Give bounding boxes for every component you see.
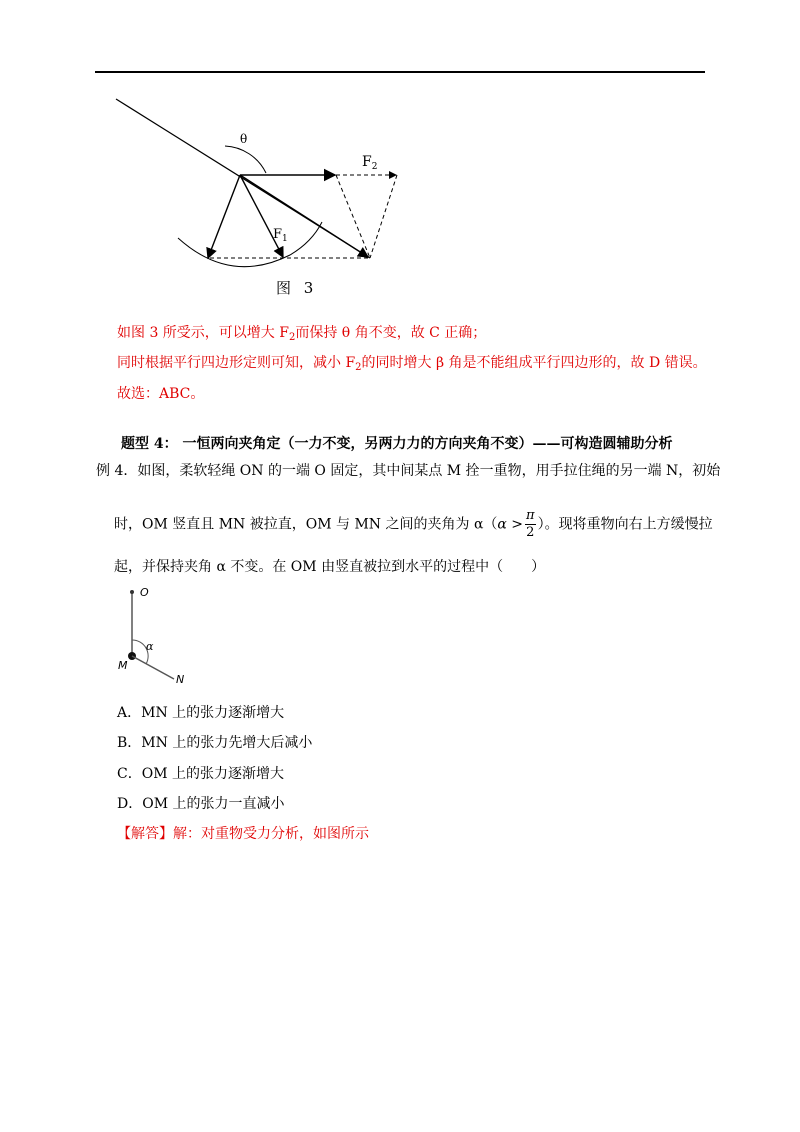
f1-label: $F_1$ <box>273 227 288 244</box>
theta-arc <box>225 146 266 173</box>
option-b: B．MN 上的张力先增大后减小 <box>117 735 313 751</box>
label-m: M <box>118 659 128 672</box>
f1-arrow-mid <box>240 175 283 257</box>
explanation-line-2: 同时根据平行四边形定则可知，减小 $F_2$的同时增大 β 角是不能组成平行四边形的，故 D 错误。 <box>117 355 707 373</box>
label-alpha: α <box>146 640 154 653</box>
example4-line-2: 时，OM 竖直且 MN 被拉直，OM 与 MN 之间的夹角为 α（α > $\frac{\pi}{2}$ ）。现将重物向右上方缓慢拉 <box>114 508 713 540</box>
f1-arrow-left <box>208 175 240 258</box>
theta-label: θ <box>240 132 248 146</box>
example4-line-1: 例 4．如图，柔软轻绳 ON 的一端 O 固定，其中间某点 M 拴一重物，用手拉住绳的另一端 N，初始 <box>96 463 721 479</box>
label-o: O <box>140 586 149 599</box>
explanation-line-1: 如图 3 所受示，可以增大 $F_2$而保持 θ 角不变，故 C 正确； <box>117 325 487 343</box>
dashed-side-2 <box>370 175 397 258</box>
header-rule <box>95 71 705 73</box>
figure-3-caption: 图 3 <box>276 279 318 297</box>
label-n: N <box>176 673 185 686</box>
explanation-line-3: 故选：ABC。 <box>117 386 205 402</box>
f2-label: $F_2$ <box>362 154 378 172</box>
rope-mn <box>132 656 174 679</box>
example4-line-3: 起，并保持夹角 α 不变。在 OM 由竖直被拉到水平的过程中（ ） <box>114 559 546 575</box>
point-o <box>130 590 134 594</box>
answer-label: 【解答】 <box>117 826 173 842</box>
option-a: A．MN 上的张力逐渐增大 <box>117 705 285 721</box>
figure-3-diagram <box>100 90 420 270</box>
answer-line: 【解答】解：对重物受力分析，如图所示 <box>117 826 369 842</box>
figure-4-diagram <box>110 582 210 692</box>
section-heading: 题型 4： 一恒两向夹角定（一力不变，另两力力的方向夹角不变）——可构造圆辅助分析 <box>121 436 673 452</box>
option-c: C．OM 上的张力逐渐增大 <box>117 766 284 782</box>
pi-over-2-fraction: $\frac{\pi}{2}$ <box>526 508 535 540</box>
option-d: D．OM 上的张力一直减小 <box>117 796 285 812</box>
circle-arc <box>178 222 322 267</box>
dashed-side-1 <box>336 175 370 258</box>
